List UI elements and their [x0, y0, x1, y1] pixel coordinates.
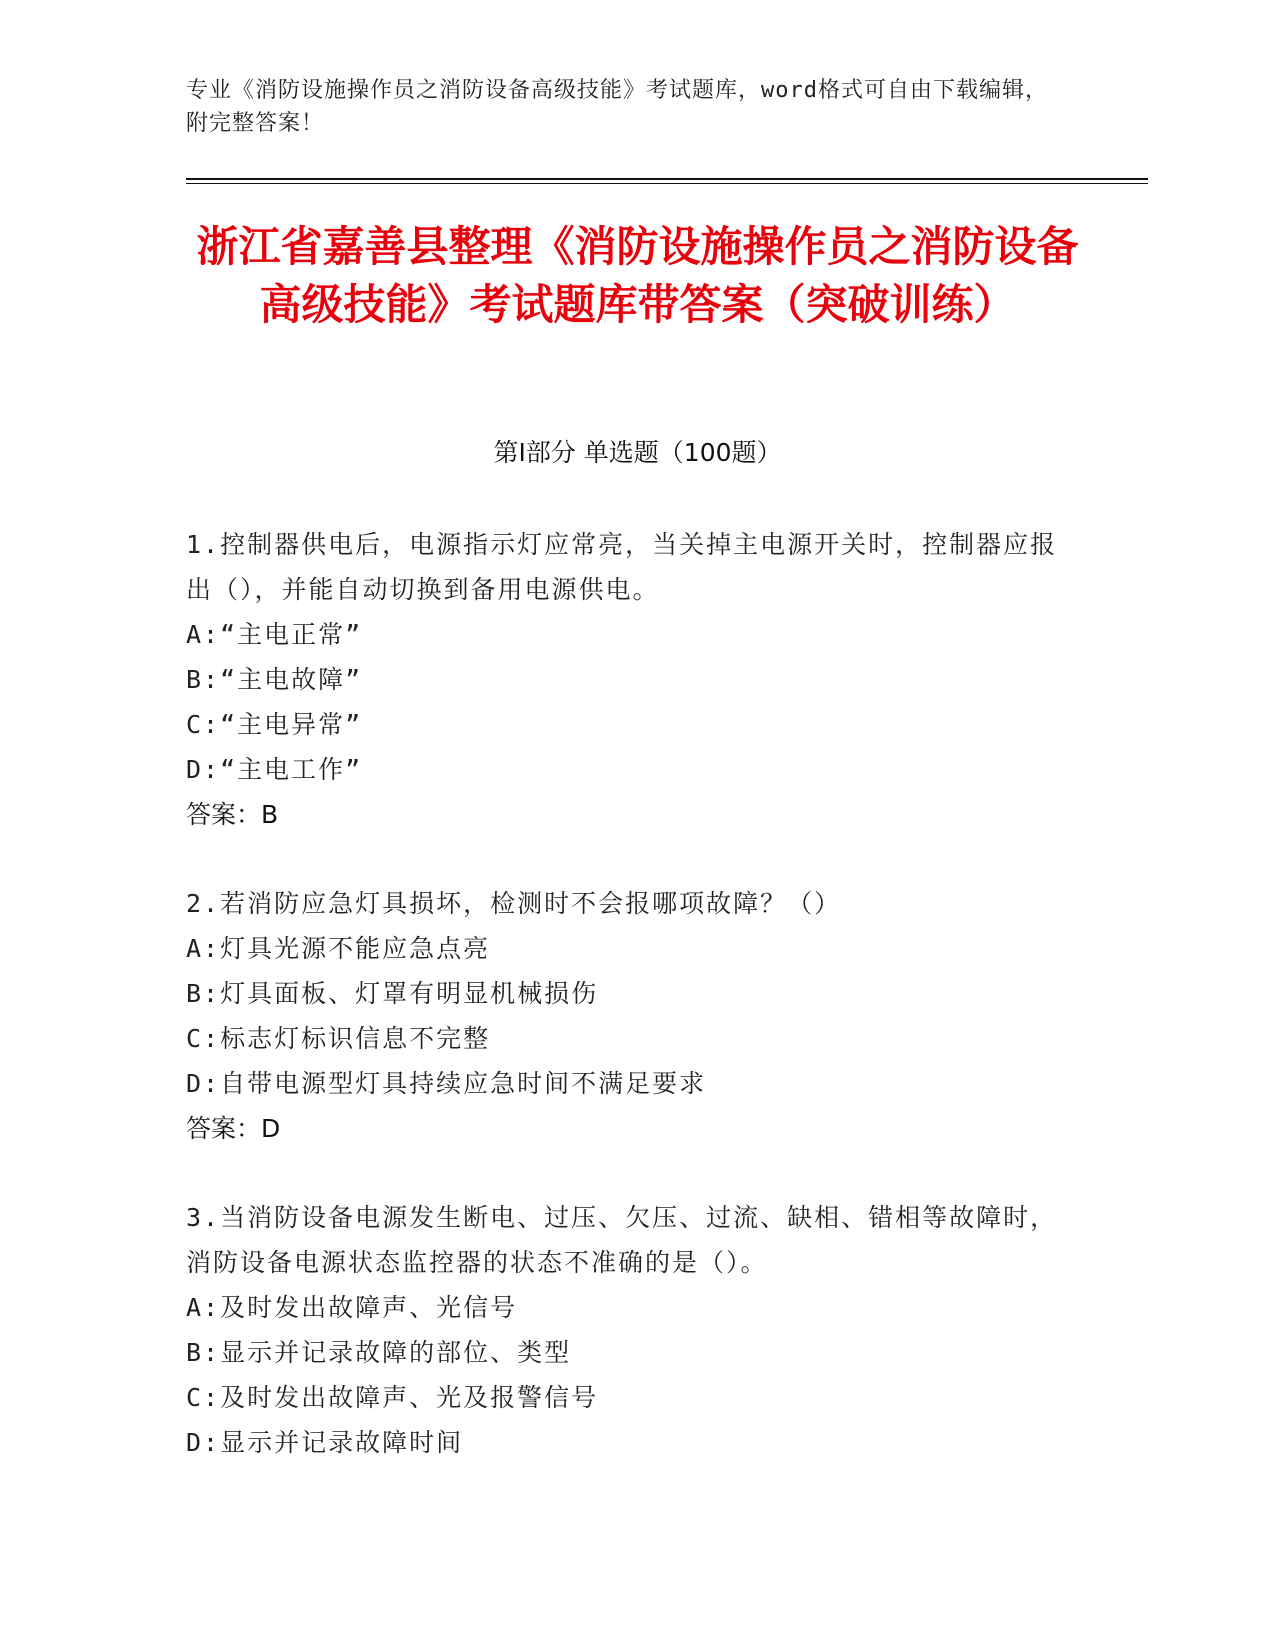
- question-stem: 3.当消防设备电源发生断电、过压、欠压、过流、缺相、错相等故障时，消防设备电源状态监控器的状态不准确的是（）。: [186, 1203, 1058, 1277]
- question-1: [186, 522, 1066, 837]
- question-stem: 2.若消防应急灯具损坏，检测时不会报哪项故障？（）: [186, 889, 842, 918]
- option-c: C:“主电异常”: [186, 710, 363, 739]
- question-3: [186, 1195, 1066, 1465]
- document-title: 浙江省嘉善县整理《消防设施操作员之消防设备高级技能》考试题库带答案（突破训练）: [196, 222, 1079, 329]
- option-b: B:灯具面板、灯罩有明显机械损伤: [186, 979, 599, 1008]
- header-divider-thin: [186, 183, 1148, 184]
- option-d: D:显示并记录故障时间: [186, 1428, 464, 1457]
- question-stem: 1.控制器供电后，电源指示灯应常亮，当关掉主电源开关时，控制器应报出（），并能自动切换到备用电源供电。: [186, 530, 1058, 604]
- section-title: 第I部分 单选题（100题）: [493, 438, 782, 467]
- question-list: [186, 522, 1066, 1509]
- option-c: C:及时发出故障声、光及报警信号: [186, 1383, 599, 1412]
- option-b: B:显示并记录故障的部位、类型: [186, 1338, 572, 1367]
- question-2: [186, 881, 1066, 1151]
- option-a: A:灯具光源不能应急点亮: [186, 934, 491, 963]
- option-c: C:标志灯标识信息不完整: [186, 1024, 491, 1053]
- header-divider: [186, 178, 1148, 180]
- option-a: A:及时发出故障声、光信号: [186, 1293, 518, 1322]
- option-b: B:“主电故障”: [186, 665, 363, 694]
- option-d: D:自带电源型灯具持续应急时间不满足要求: [186, 1069, 707, 1098]
- option-a: A:“主电正常”: [186, 620, 363, 649]
- answer: 答案：D: [186, 1114, 281, 1143]
- option-d: D:“主电工作”: [186, 755, 363, 784]
- answer: 答案：B: [186, 800, 279, 829]
- header-note: 专业《消防设施操作员之消防设备高级技能》考试题库，word格式可自由下载编辑，附完整答案！: [186, 78, 1048, 136]
